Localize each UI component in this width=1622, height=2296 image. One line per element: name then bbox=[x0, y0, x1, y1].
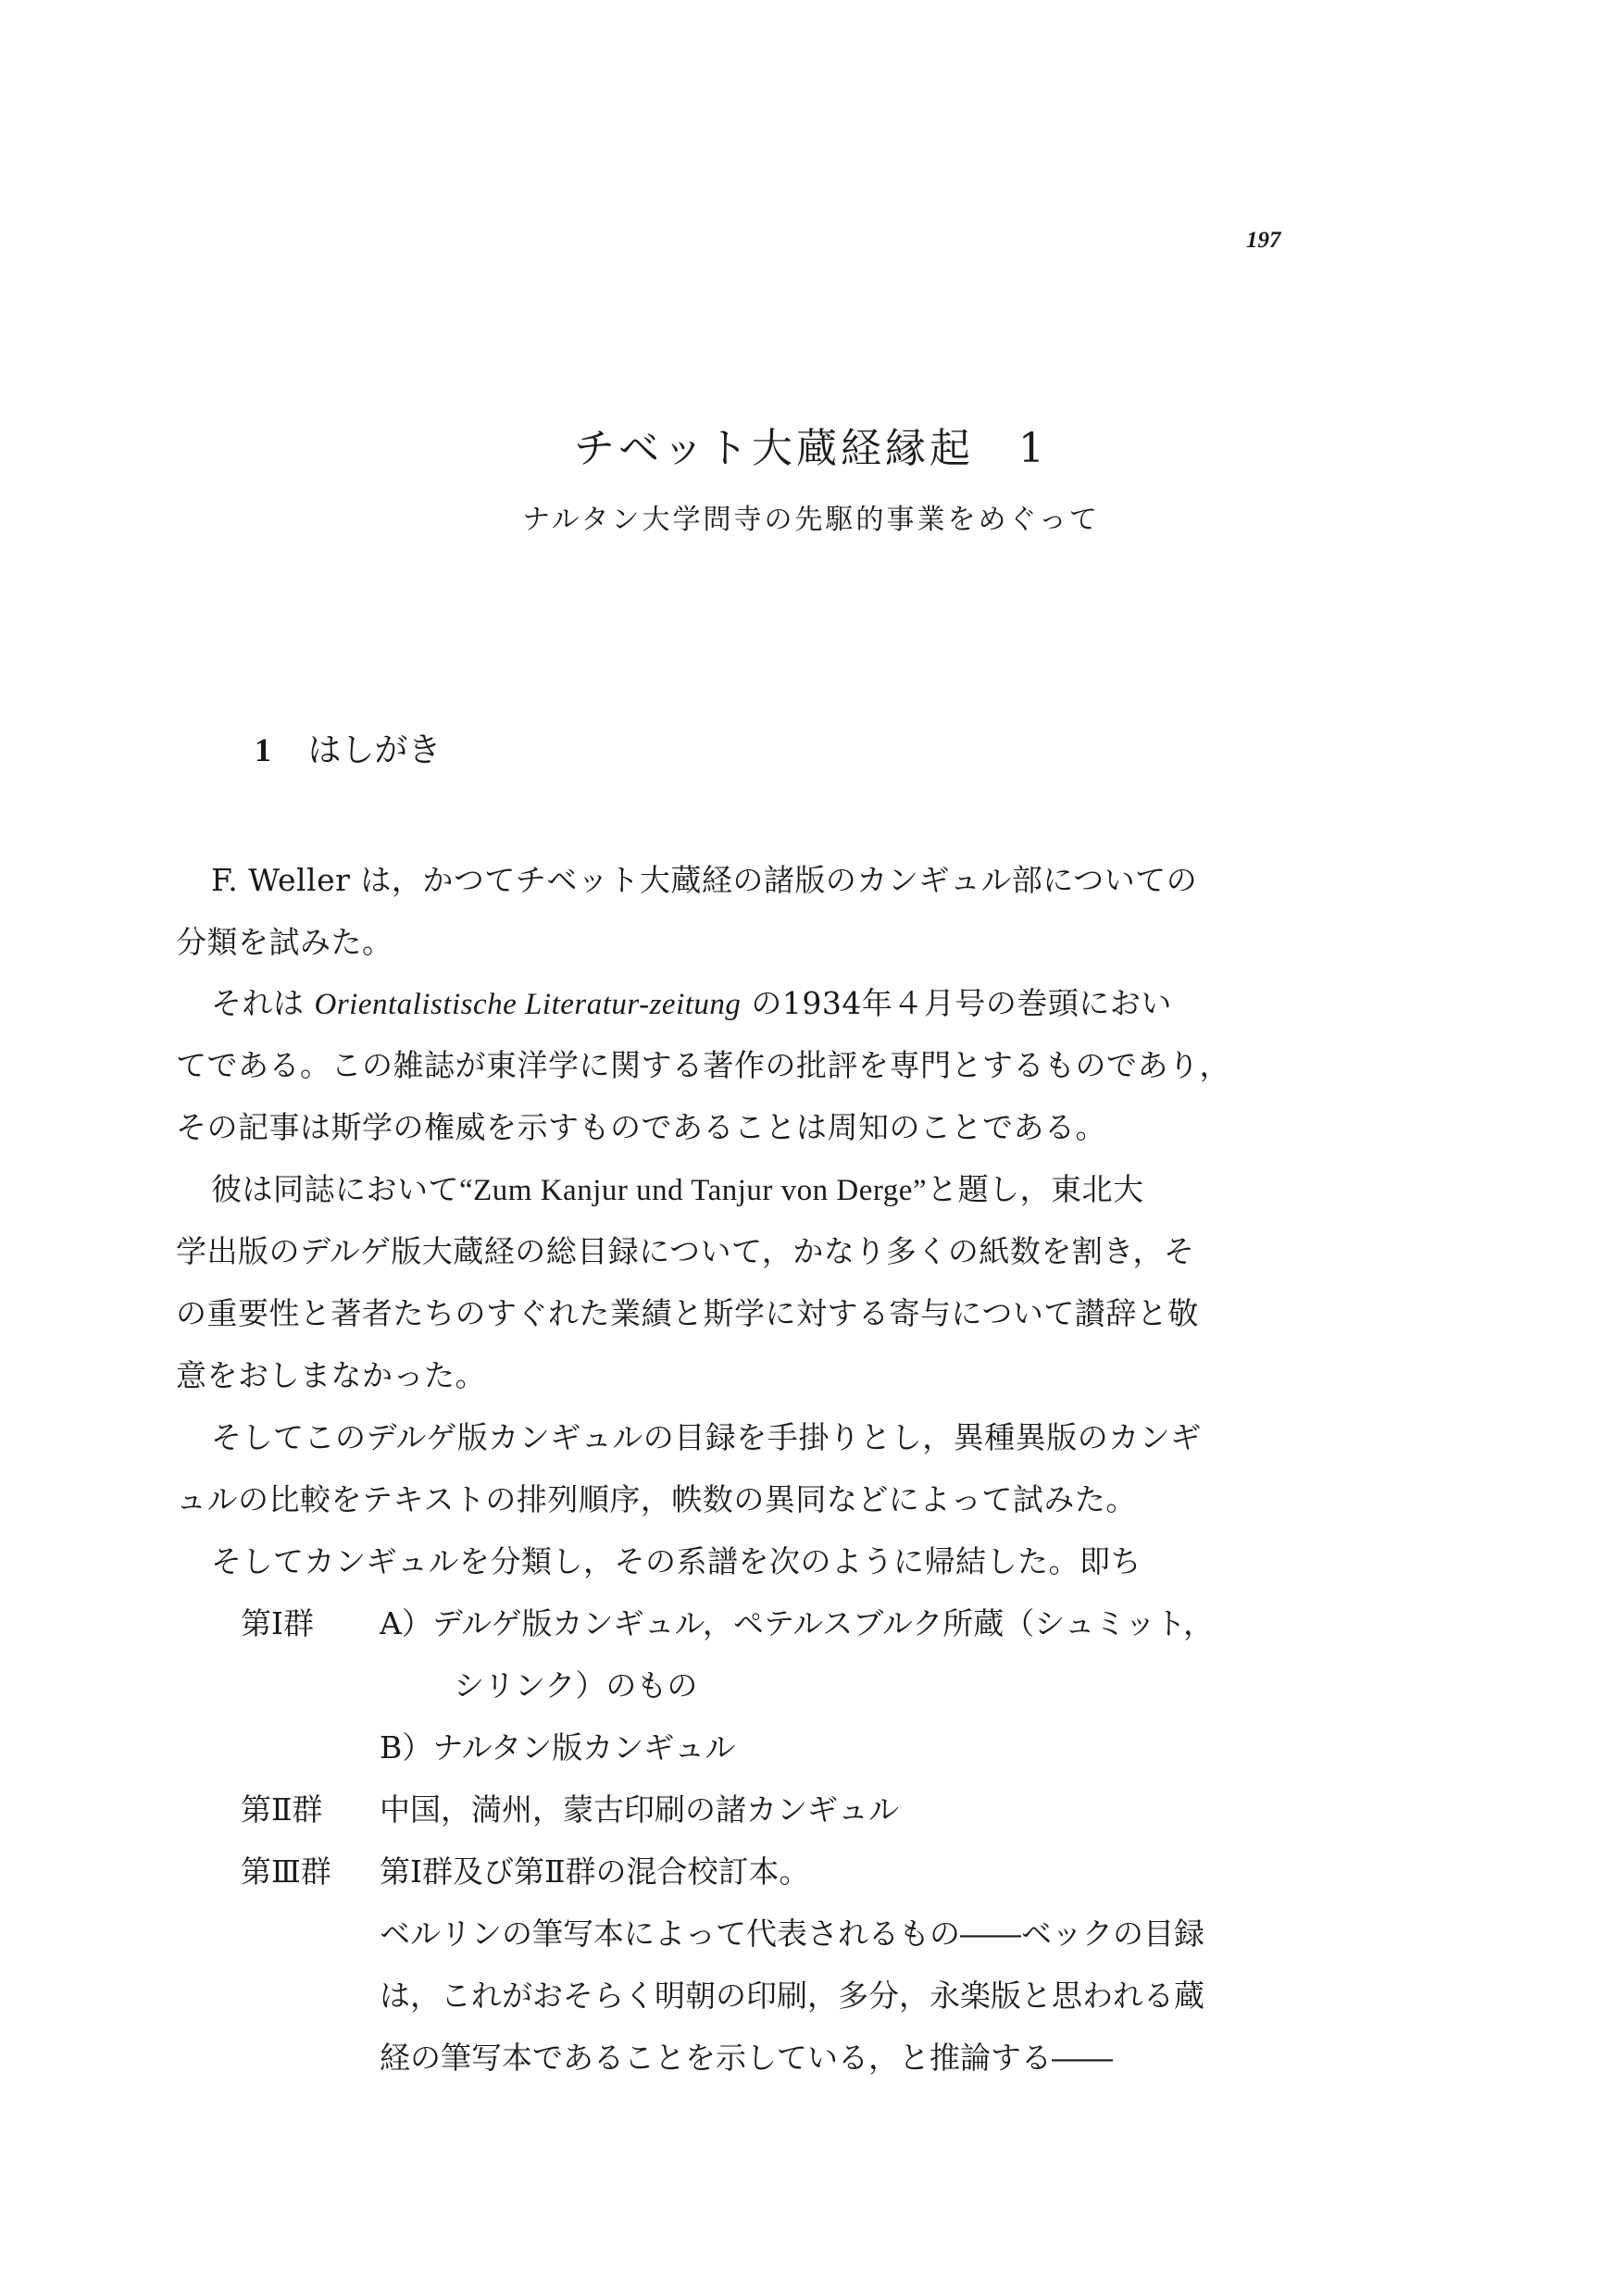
group-item: 中国，満州，蒙古印刷の諸カンギュル bbox=[380, 1791, 899, 1828]
section-heading bbox=[255, 724, 441, 771]
group-item-continued: ベルリンの筆写本によって代表されるもの――ベックの目録 bbox=[380, 1915, 1204, 1952]
text-line: 学出版のデルゲ版大蔵経の総目録について，かなり多くの紙数を割き，そ bbox=[176, 1233, 1195, 1269]
group-item-continued: シリンク）のもの bbox=[454, 1667, 698, 1703]
group-item: B）ナルタン版カンギュル bbox=[380, 1729, 736, 1766]
text-line: そしてこのデルゲ版カンギュルの目録を手掛りとし，異種異版のカンギ bbox=[211, 1419, 1202, 1455]
text-segment: の1934年４月号の巻頭におい bbox=[741, 985, 1172, 1021]
text-line: F. Weller は，かつてチベット大蔵経の諸版のカンギュル部についての bbox=[211, 862, 1198, 898]
section-title: はしがき bbox=[307, 731, 442, 769]
text-line: その記事は斯学の権威を示すものであることは周知のことである。 bbox=[176, 1109, 1106, 1145]
text-line: てである。この雑誌が東洋学に関する著作の批評を専門とするものであり， bbox=[176, 1047, 1230, 1083]
text-line: 分類を試みた。 bbox=[176, 924, 393, 960]
page-number: 197 bbox=[1246, 228, 1281, 253]
journal-title: Orientalistische Literatur-zeitung bbox=[314, 988, 742, 1021]
text-line bbox=[211, 1166, 1378, 1209]
text-segment: 彼は同誌において bbox=[211, 1171, 459, 1207]
group-label: 第Ⅲ群 bbox=[241, 1853, 331, 1890]
group-label: 第Ⅱ群 bbox=[241, 1791, 323, 1828]
group-item: A）デルゲ版カンギュル，ペテルスブルク所蔵（シュミット， bbox=[380, 1605, 1214, 1641]
text-line: そしてカンギュルを分類し，その系譜を次のように帰結した。即ち bbox=[211, 1543, 1142, 1579]
group-item-continued: は，これがおそらく明朝の印刷，多分，永楽版と思われる蔵 bbox=[380, 1978, 1204, 2014]
group-item-continued: 経の筆写本であることを示している，と推論する―― bbox=[380, 2040, 1113, 2076]
text-segment: と題し，東北大 bbox=[927, 1171, 1144, 1207]
article-subtitle: ナルタン大学問寺の先駆的事業をめぐって bbox=[522, 504, 1100, 536]
group-label: 第Ⅰ群 bbox=[241, 1605, 315, 1641]
article-reference: “Zum Kanjur und Tanjur von Derge” bbox=[459, 1174, 928, 1207]
text-line: ュルの比較をテキストの排列順序，帙数の異同などによって試みた。 bbox=[176, 1481, 1137, 1517]
section-number: 1 bbox=[255, 731, 271, 768]
text-line: 意をおしまなかった。 bbox=[176, 1357, 486, 1393]
group-item: 第Ⅰ群及び第Ⅱ群の混合校訂本。 bbox=[380, 1853, 810, 1890]
text-line: の重要性と著者たちのすぐれた業績と斯学に対する寄与について讃辞と敬 bbox=[176, 1295, 1199, 1331]
article-title: チベット大蔵経縁起 1 bbox=[574, 425, 1048, 472]
text-segment: それは bbox=[211, 985, 315, 1021]
text-line bbox=[211, 980, 1378, 1023]
